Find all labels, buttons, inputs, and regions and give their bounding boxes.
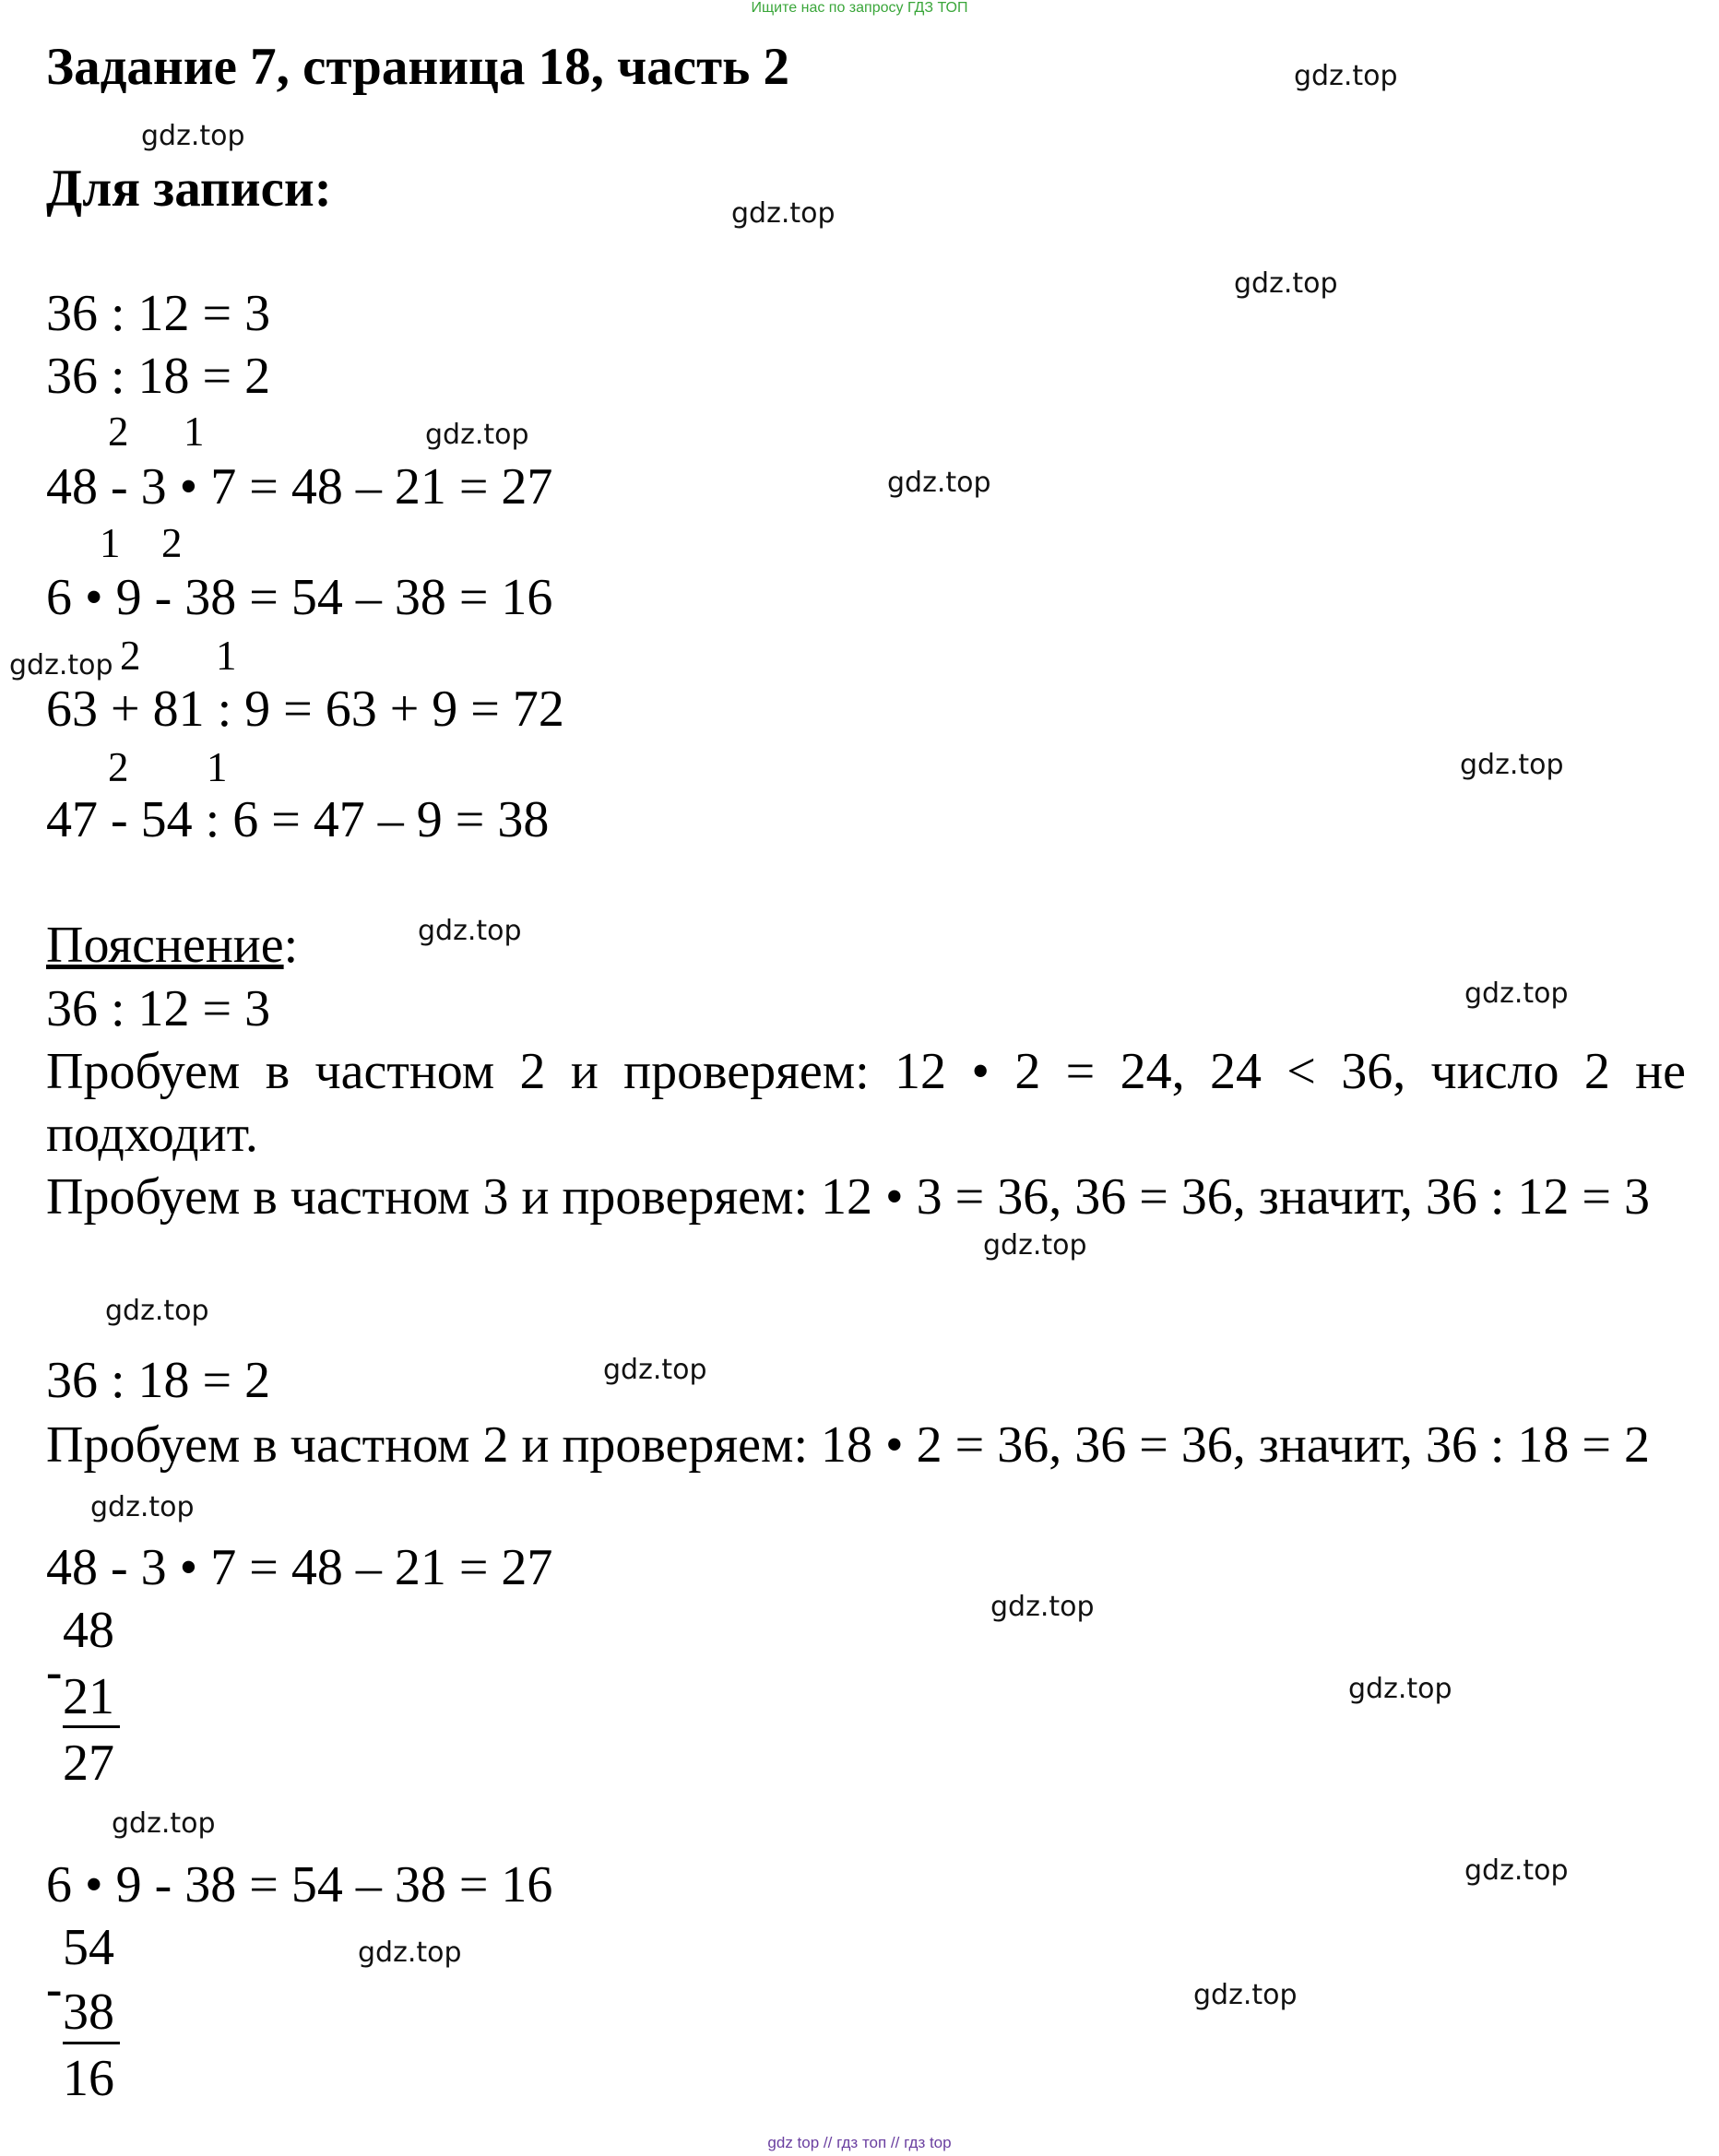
column-minuend: 48 bbox=[63, 1602, 114, 1659]
watermark: gdz.top bbox=[887, 467, 991, 499]
watermark: gdz.top bbox=[1464, 1854, 1569, 1887]
explanation-eq-4: 6 • 9 - 38 = 54 – 38 = 16 bbox=[46, 1856, 553, 1913]
explanation-heading-colon: : bbox=[283, 917, 299, 974]
order-mark: 2 bbox=[108, 409, 129, 455]
record-heading: Для записи: bbox=[46, 160, 332, 218]
column-minuend: 54 bbox=[63, 1919, 114, 1976]
page-title: Задание 7, страница 18, часть 2 bbox=[46, 38, 789, 96]
explanation-eq-1: 36 : 12 = 3 bbox=[46, 980, 271, 1037]
watermark: gdz.top bbox=[90, 1491, 195, 1523]
record-eq-1: 36 : 12 = 3 bbox=[46, 285, 271, 342]
watermark: gdz.top bbox=[603, 1354, 707, 1386]
explanation-heading-text: Пояснение bbox=[46, 917, 284, 974]
watermark: gdz.top bbox=[1294, 60, 1398, 92]
watermark: gdz.top bbox=[1348, 1673, 1452, 1705]
order-mark: 2 bbox=[108, 744, 129, 790]
column-rule bbox=[63, 2042, 120, 2044]
watermark: gdz.top bbox=[983, 1229, 1087, 1262]
watermark: gdz.top bbox=[1193, 1979, 1298, 2011]
record-eq-6: 47 - 54 : 6 = 47 – 9 = 38 bbox=[46, 791, 550, 848]
explanation-eq-2: 36 : 18 = 2 bbox=[46, 1352, 271, 1409]
watermark: gdz.top bbox=[1234, 267, 1338, 300]
column-subtrahend: 38 bbox=[63, 1984, 114, 2041]
column-minus-sign: - bbox=[46, 1963, 63, 2016]
watermark: gdz.top bbox=[358, 1937, 462, 1969]
watermark: gdz.top bbox=[990, 1591, 1095, 1623]
watermark: gdz.top bbox=[9, 649, 113, 681]
column-rule bbox=[63, 1725, 120, 1728]
watermark: gdz.top bbox=[731, 197, 836, 230]
watermark: gdz.top bbox=[141, 120, 245, 152]
column-subtrahend: 21 bbox=[63, 1668, 114, 1725]
order-mark: 1 bbox=[216, 633, 237, 679]
watermark: gdz.top bbox=[105, 1295, 209, 1327]
footer-watermark: gdz top // гдз топ // гдз top bbox=[767, 2134, 952, 2151]
record-eq-3: 48 - 3 • 7 = 48 – 21 = 27 bbox=[46, 458, 553, 515]
column-difference: 16 bbox=[63, 2050, 114, 2107]
record-eq-4: 6 • 9 - 38 = 54 – 38 = 16 bbox=[46, 569, 553, 626]
watermark: gdz.top bbox=[425, 419, 529, 451]
top-banner: Ищите нас по запросу ГДЗ ТОП bbox=[751, 0, 968, 16]
order-mark: 1 bbox=[100, 520, 121, 566]
watermark: gdz.top bbox=[1464, 977, 1569, 1010]
explanation-heading bbox=[46, 916, 298, 975]
explanation-paragraph-1: Пробуем в частном 2 и проверяем: 12 • 2 = 24, 24 < 36, число 2 не подходит. bbox=[46, 1043, 1686, 1163]
order-mark: 1 bbox=[207, 744, 228, 790]
order-mark: 2 bbox=[120, 633, 141, 679]
explanation-eq-3: 48 - 3 • 7 = 48 – 21 = 27 bbox=[46, 1539, 553, 1596]
order-mark: 1 bbox=[184, 409, 205, 455]
watermark: gdz.top bbox=[112, 1807, 216, 1840]
explanation-paragraph-2: Пробуем в частном 3 и проверяем: 12 • 3 = 36, 36 = 36, значит, 36 : 12 = 3 bbox=[46, 1168, 1651, 1226]
column-difference: 27 bbox=[63, 1735, 114, 1792]
watermark: gdz.top bbox=[1460, 749, 1564, 781]
record-eq-2: 36 : 18 = 2 bbox=[46, 348, 271, 405]
explanation-paragraph-3: Пробуем в частном 2 и проверяем: 18 • 2 = 36, 36 = 36, значит, 36 : 18 = 2 bbox=[46, 1416, 1651, 1474]
record-eq-5: 63 + 81 : 9 = 63 + 9 = 72 bbox=[46, 681, 564, 738]
order-mark: 2 bbox=[161, 520, 183, 566]
column-minus-sign: - bbox=[46, 1646, 63, 1699]
watermark: gdz.top bbox=[418, 915, 522, 947]
